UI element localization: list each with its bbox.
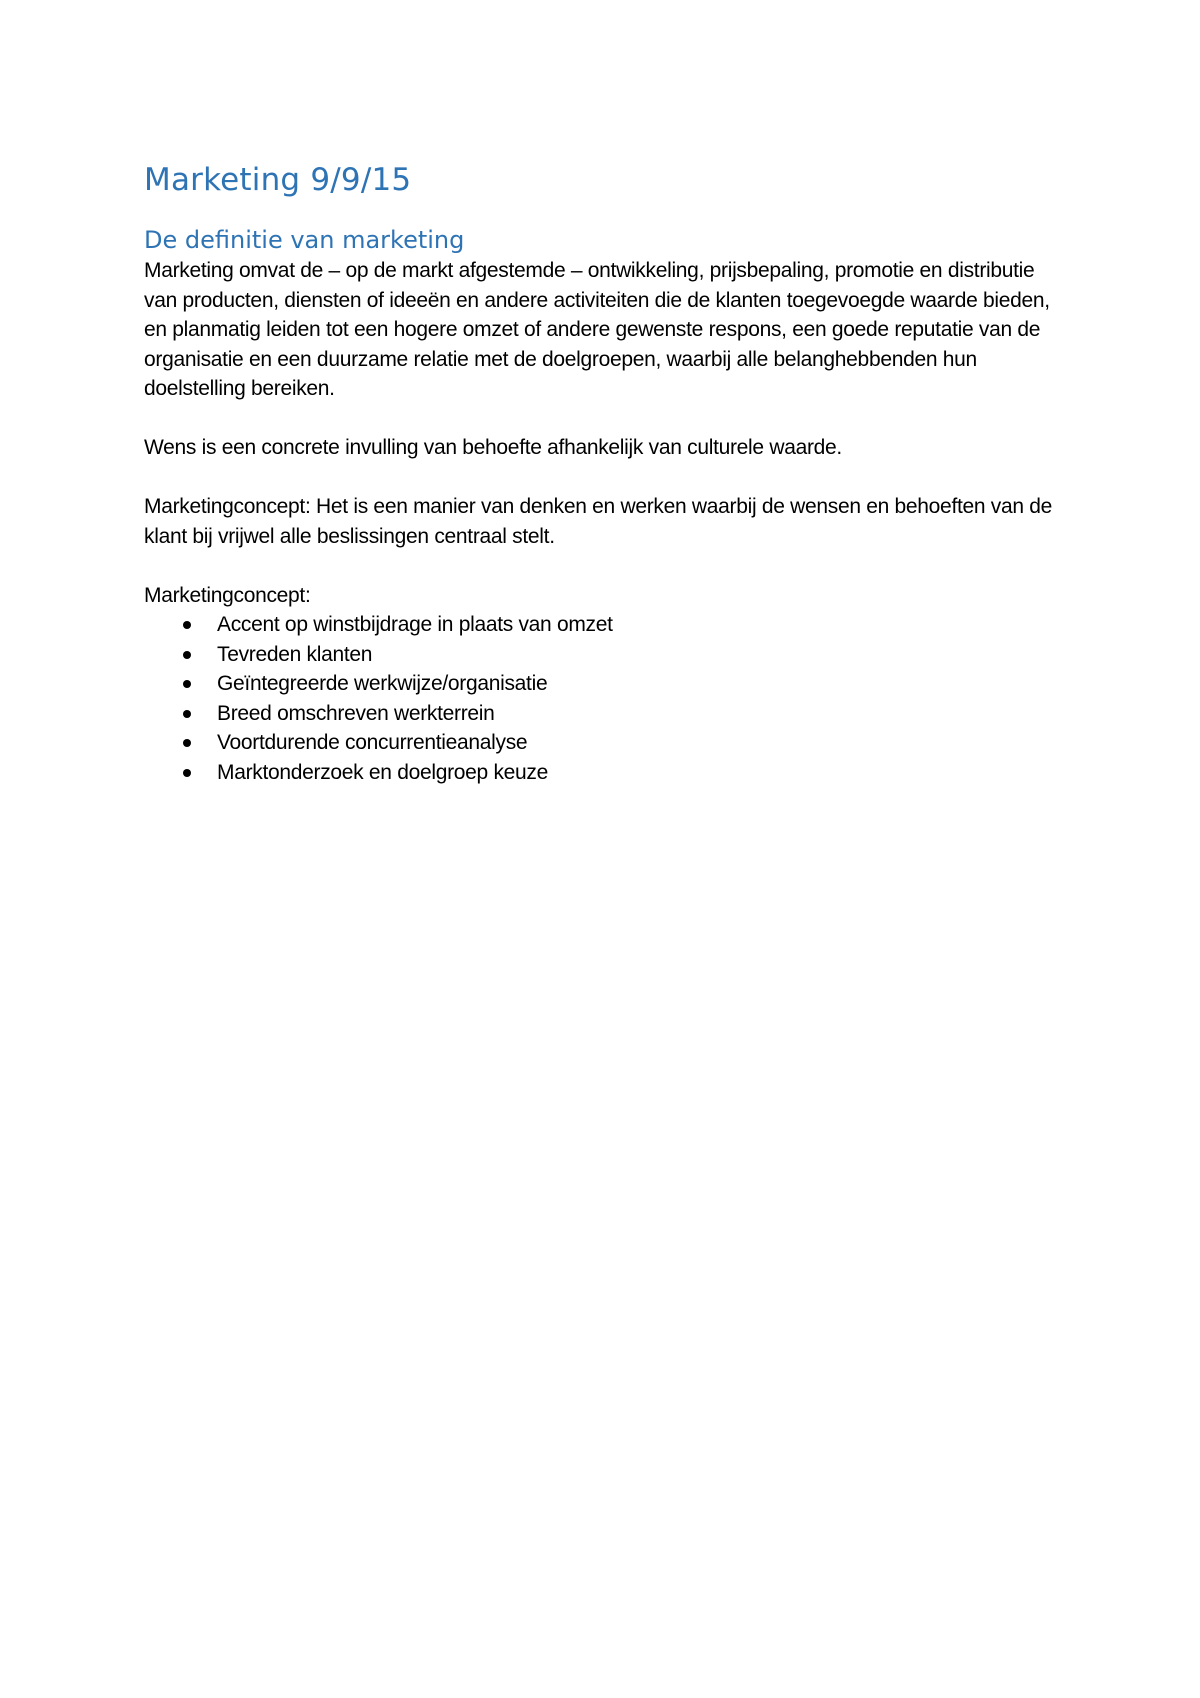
list-item-text: Marktonderzoek en doelgroep keuze (217, 760, 548, 784)
document-title: Marketing 9/9/15 (144, 162, 412, 198)
definition-paragraph: Marketing omvat de – op de markt afgestemde – ontwikkeling, prijsbepaling, promotie en distributie van producten, diensten of ideeën en andere activiteiten die de klanten toegevoegde waarde bieden, en planmatig leiden tot een hogere omzet of andere gewenste respons, een goede reputatie van de organisatie en een duurzame relatie met de doelgroepen, waarbij alle belanghebbenden hun doelstelling bereiken. (144, 259, 1050, 400)
wish-paragraph: Wens is een concrete invulling van behoefte afhankelijk van culturele waarde. (144, 436, 842, 459)
list-item-text: Tevreden klanten (217, 642, 373, 666)
document-page (144, 160, 1064, 787)
bullet-icon (183, 621, 191, 629)
bullet-icon (183, 739, 191, 747)
list-item-text: Geïntegreerde werkwijze/organisatie (217, 672, 548, 695)
bullet-icon (183, 769, 191, 777)
section-heading: De definitie van marketing (144, 226, 465, 254)
bullet-icon (183, 710, 191, 718)
bullet-icon (183, 680, 191, 688)
list-item-text: Voortdurende concurrentieanalyse (217, 731, 528, 754)
list-item (144, 758, 1064, 788)
list-item-text: Accent op winstbijdrage in plaats van omzet (217, 613, 613, 636)
list-item (144, 669, 1064, 699)
list-item (144, 640, 1064, 670)
list-item (144, 728, 1064, 758)
concept-list-label: Marketingconcept: (144, 583, 311, 607)
bullet-icon (183, 651, 191, 659)
concept-list (144, 610, 1064, 787)
list-item (144, 699, 1064, 729)
list-item-text: Breed omschreven werkterrein (217, 701, 495, 725)
list-item (144, 610, 1064, 640)
concept-paragraph: Marketingconcept: Het is een manier van denken en werken waarbij de wensen en behoeften van de klant bij vrijwel alle beslissingen centraal stelt. (144, 495, 1053, 548)
